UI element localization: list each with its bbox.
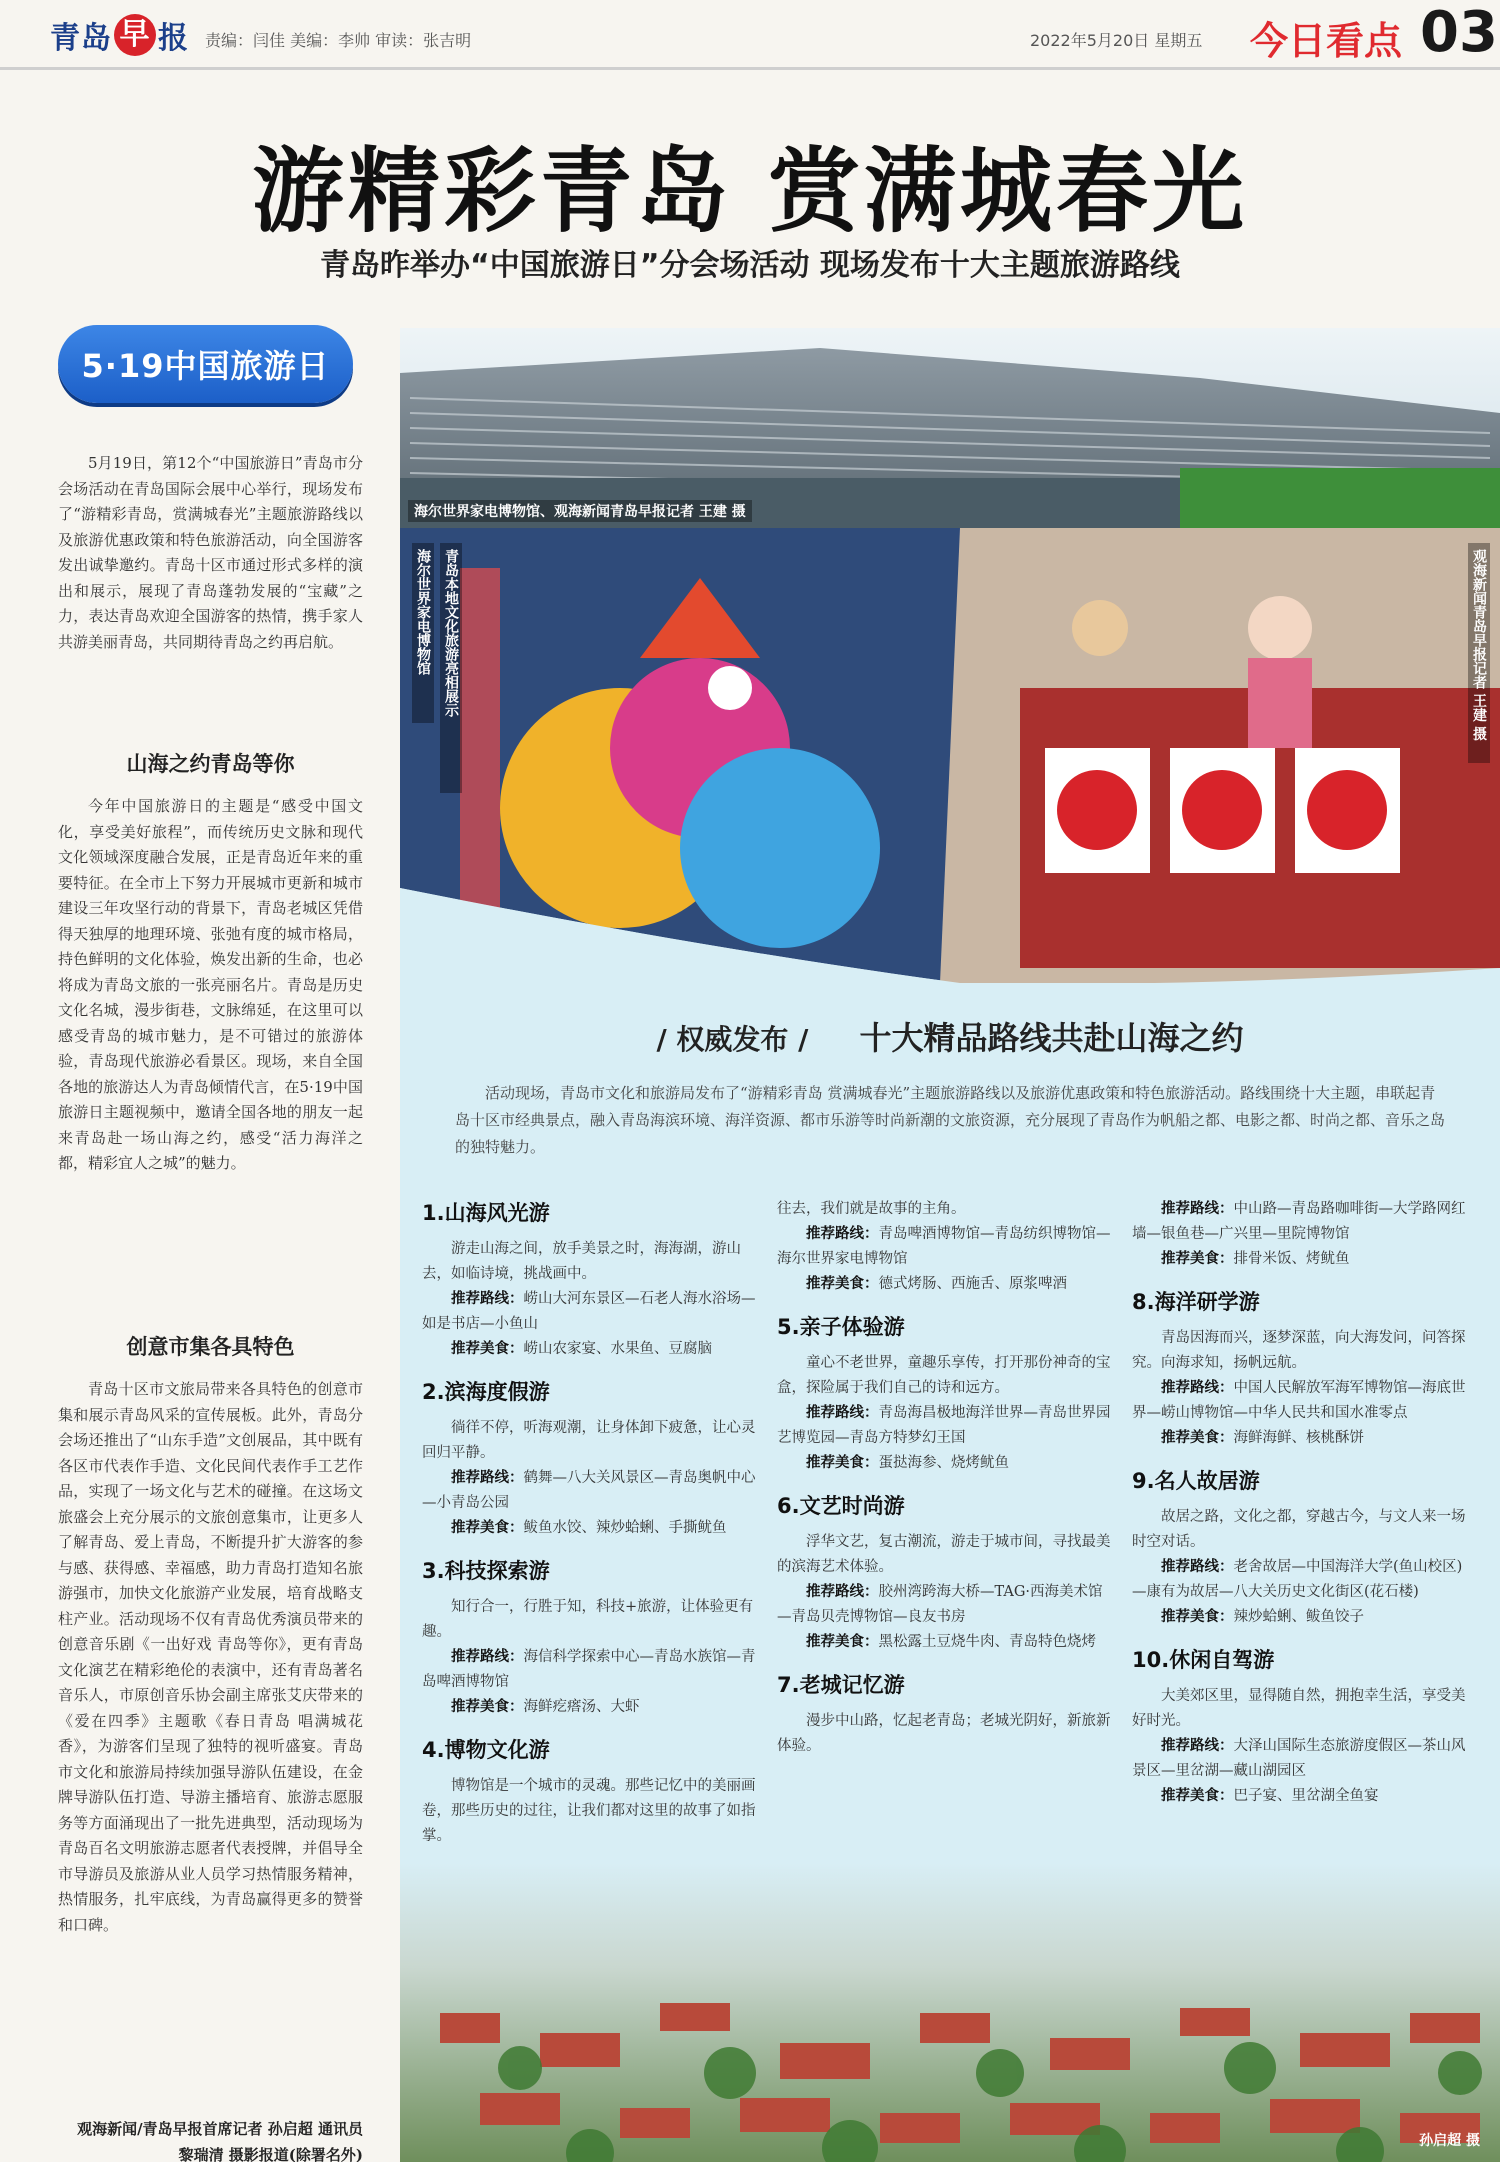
page-number: 03 xyxy=(1420,0,1498,65)
subheading-creative-market: 创意市集各具特色 xyxy=(126,1335,295,1359)
routes-column-3 xyxy=(1132,1183,1472,1809)
publication-date: 2022年5月20日 星期五 xyxy=(1030,31,1203,50)
photo-collage-illustration xyxy=(400,328,1500,983)
editor-credits: 责编：闫佳 美编：李帅 审读：张吉明 xyxy=(205,31,472,50)
route-label: 推荐路线： xyxy=(1161,1380,1234,1396)
route-label: 推荐路线： xyxy=(451,1649,524,1665)
section-intro: 活动现场，青岛市文化和旅游局发布了“游精彩青岛 赏满城春光”主题旅游路线以及旅游优惠政策和特色旅游活动。路线围绕十大主题，串联起青岛十区市经典景点，融入青岛海滨环境、海洋资源、都市乐游等时尚新潮的文旅资源，充分展现了青岛作为帆船之都、电影之都、时尚之都、音乐之岛的独特魅力。 xyxy=(455,1084,1446,1156)
section-title-text: 十大精品路线共赴山海之约 xyxy=(859,1019,1244,1057)
route-1 xyxy=(422,1197,762,1362)
route-10 xyxy=(1132,1644,1472,1809)
route-desc: 浮华文艺，复古潮流，游走于城市间，寻找最美的滨海艺术体验。 xyxy=(777,1534,1111,1575)
section-name: 今日看点 xyxy=(1250,19,1403,63)
route-desc: 博物馆是一个城市的灵魂。那些记忆中的美丽画卷，那些历史的过往，让我们都对这里的故事了如指掌。 xyxy=(422,1778,756,1844)
left-column xyxy=(58,325,363,2162)
photo-caption-4: 观海新闻青岛早报记者 王建 摄 xyxy=(1468,543,1490,763)
route-food: 德式烤肠、西施舌、原浆啤酒 xyxy=(878,1276,1067,1292)
route-food: 巴子宴、里岔湖全鱼宴 xyxy=(1233,1788,1379,1804)
route-title: 3.科技探索游 xyxy=(422,1559,550,1583)
route-title: 6.文艺时尚游 xyxy=(777,1494,905,1518)
photo-caption-1: 海尔世界家电博物馆、观海新闻青岛早报记者 王建 摄 xyxy=(408,500,752,522)
main-panel xyxy=(400,328,1500,2162)
route-food: 辣炒蛤蜊、鲅鱼饺子 xyxy=(1233,1609,1364,1625)
route-food: 鲅鱼水饺、辣炒蛤蜊、手撕鱿鱼 xyxy=(523,1520,727,1536)
route-path: 青岛海昌极地海洋世界—青岛世界园艺博览园—青岛方特梦幻王国 xyxy=(777,1405,1111,1446)
headline: 游精彩青岛 赏满城春光 xyxy=(251,137,1249,245)
route-title: 10.休闲自驾游 xyxy=(1132,1648,1275,1672)
route-title: 8.海洋研学游 xyxy=(1132,1290,1260,1314)
route-path: 中国人民解放军海军博物馆—海底世界—崂山博物馆—中华人民共和国水准零点 xyxy=(1132,1380,1466,1421)
route-path: 海信科学探索中心—青岛水族馆—青岛啤酒博物馆 xyxy=(422,1649,756,1690)
section-title xyxy=(400,1013,1500,1059)
route-desc: 大美郊区里，显得随自然，拥抱幸生活，享受美好时光。 xyxy=(1132,1688,1466,1729)
route-title: 9.名人故居游 xyxy=(1132,1469,1260,1493)
route-path: 鹤舞—八大关风景区—青岛奥帆中心—小青岛公园 xyxy=(422,1470,756,1511)
route-label: 推荐路线： xyxy=(1161,1201,1234,1217)
photo-caption-2: 海尔世界家电博物馆 xyxy=(412,543,434,723)
route-label: 推荐路线： xyxy=(451,1470,524,1486)
route-food: 海鲜疙瘩汤、大虾 xyxy=(523,1699,640,1715)
route-7-continued xyxy=(1132,1197,1472,1272)
body-paragraph-2: 今年中国旅游日的主题是“感受中国文化，享受美好旅程”，而传统历史文脉和现代文化领域深度融合发展，正是青岛近年来的重要特征。在全市上下努力开展城市更新和城市建设三年攻坚行动的背景下，青岛老城区凭借得天独厚的地理环境、张弛有度的城市格局，持色鲜明的文化体验，焕发出新的生命，也必将成为青岛文旅的一张亮丽名片。青岛是历史文化名城，漫步街巷，文脉绵延，在这里可以感受青岛的城市魅力，是不可错过的旅游体验，青岛现代旅游必看景区。现场，来自全国各地的旅游达人为青岛倾情代言，在5·19中国旅游日主题视频中，邀请全国各地的朋友一起来青岛赴一场山海之约，感受“活力海洋之都，精彩宜人之城”的魅力。 xyxy=(58,797,363,1172)
route-path: 胶州湾跨海大桥—TAG·西海美术馆—青岛贝壳博物馆—良友书房 xyxy=(777,1584,1103,1625)
food-label: 推荐美食： xyxy=(806,1276,879,1292)
routes-column-1 xyxy=(422,1183,762,1849)
route-title: 2.滨海度假游 xyxy=(422,1380,550,1404)
route-food: 蛋挞海参、烧烤鱿鱼 xyxy=(878,1455,1009,1471)
route-desc: 往去，我们就是故事的主角。 xyxy=(777,1201,966,1217)
route-8 xyxy=(1132,1286,1472,1451)
route-desc: 故居之路，文化之都，穿越古今，与文人来一场时空对话。 xyxy=(1132,1509,1466,1550)
route-title: 4.博物文化游 xyxy=(422,1738,550,1762)
subheading-mountain-sea: 山海之约青岛等你 xyxy=(126,752,295,776)
route-desc: 游走山海之间，放手美景之时，海海湖，游山去，如临诗境，挑战画中。 xyxy=(422,1241,741,1282)
food-label: 推荐美食： xyxy=(1161,1251,1234,1267)
route-desc: 漫步中山路，忆起老青岛；老城光阴好，新旅新体验。 xyxy=(777,1713,1111,1754)
route-food: 崂山农家宴、水果鱼、豆腐脑 xyxy=(523,1341,712,1357)
route-3 xyxy=(422,1555,762,1720)
photo-credit: 孙启超 摄 xyxy=(1419,2133,1480,2149)
food-label: 推荐美食： xyxy=(451,1341,524,1357)
route-path: 大泽山国际生态旅游度假区—茶山风景区—里岔湖—藏山湖园区 xyxy=(1132,1738,1466,1779)
route-label: 推荐路线： xyxy=(806,1584,879,1600)
photo-caption-3: 青岛本地文化旅游亮相展示 xyxy=(440,543,462,793)
food-label: 推荐美食： xyxy=(1161,1609,1234,1625)
route-desc: 童心不老世界，童趣乐享传，打开那份神奇的宝盒，探险属于我们自己的诗和远方。 xyxy=(777,1355,1111,1396)
route-title: 5.亲子体验游 xyxy=(777,1315,905,1339)
route-desc: 徜徉不停，听海观潮，让身体卸下疲惫，让心灵回归平静。 xyxy=(422,1420,756,1461)
route-path: 中山路—青岛路咖啡街—大学路网红墙—银鱼巷—广兴里—里院博物馆 xyxy=(1132,1201,1466,1242)
route-6 xyxy=(777,1490,1117,1655)
city-aerial-illustration xyxy=(400,1863,1500,2162)
route-9 xyxy=(1132,1465,1472,1630)
route-7 xyxy=(777,1669,1117,1759)
newspaper-logo xyxy=(50,10,189,60)
route-desc: 知行合一，行胜于知，科技+旅游，让体验更有趣。 xyxy=(422,1599,754,1640)
route-5 xyxy=(777,1311,1117,1476)
route-4-continued xyxy=(777,1197,1117,1297)
route-path: 老舍故居—中国海洋大学(鱼山校区)—康有为故居—八大关历史文化街区(花石楼) xyxy=(1132,1559,1463,1600)
intro-paragraph: 5月19日，第12个“中国旅游日”青岛市分会场活动在青岛国际会展中心举行，现场发布了“游精彩青岛，赏满城春光”主题旅游路线以及旅游优惠政策和特色旅游活动，向全国游客发出诚挚邀约。青岛十区市通过形式多样的演出和展示，展现了青岛蓬勃发展的“宝藏”之力，表达青岛欢迎全国游客的热情，携手家人共游美丽青岛，共同期待青岛之约再启航。 xyxy=(58,454,363,651)
route-path: 青岛啤酒博物馆—青岛纺织博物馆—海尔世界家电博物馆 xyxy=(777,1226,1111,1267)
route-food: 排骨米饭、烤鱿鱼 xyxy=(1233,1251,1350,1267)
masthead xyxy=(0,0,1500,70)
reporter-credit: 观海新闻/青岛早报首席记者 孙启超 通讯员 黎瑞清 摄影报道(除署名外) xyxy=(77,2120,363,2162)
body-paragraph-3: 青岛十区市文旅局带来各具特色的创意市集和展示青岛风采的宣传展板。此外，青岛分会场还推出了“山东手造”文创展品，其中既有各区市代表作手造、文化民间代表作手工艺作品，实现了一场文化与艺术的碰撞。在这场文旅盛会上充分展示的文旅创意集市，让更多人了解青岛、爱上青岛，不断提升扩大游客的参与感、获得感、幸福感，助力青岛打造知名旅游强市，加快文化旅游产业发展，培育战略支柱产业。活动现场不仅有青岛优秀演员带来的创意音乐剧《一出好戏 青岛等你》，更有青岛文化演艺在精彩绝伦的表演中，还有青岛著名音乐人，市原创音乐协会副主席张艾庆带来的《爱在四季》主题歌《春日青岛 唱满城花香》，为游客们呈现了独特的视听盛宴。青岛市文化和旅游局持续加强导游队伍建设，在金牌导游队伍打造、导游主播培育、旅游志愿服务等方面涌现出了一批先进典型，活动现场为青岛百名文明旅游志愿者代表授牌，并倡导全市导游员及旅游从业人员学习热情服务精神，热情服务，扎牢底线，为青岛赢得更多的赞誉和口碑。 xyxy=(58,1380,363,1934)
city-aerial-photo xyxy=(400,1863,1500,2162)
route-label: 推荐路线： xyxy=(806,1226,879,1242)
route-title: 7.老城记忆游 xyxy=(777,1673,905,1697)
logo-text-a: 青岛 xyxy=(50,21,112,56)
route-label: 推荐路线： xyxy=(1161,1738,1234,1754)
route-label: 推荐路线： xyxy=(806,1405,879,1421)
route-4 xyxy=(422,1734,762,1849)
route-food: 黑松露土豆烧牛肉、青岛特色烧烤 xyxy=(878,1634,1096,1650)
food-label: 推荐美食： xyxy=(451,1699,524,1715)
route-title: 1.山海风光游 xyxy=(422,1201,550,1225)
route-desc: 青岛因海而兴，逐梦深蓝，向大海发问，问答探究。向海求知，扬帆远航。 xyxy=(1132,1330,1466,1371)
tourism-day-badge: 5·19中国旅游日 xyxy=(58,325,353,403)
food-label: 推荐美食： xyxy=(806,1634,879,1650)
food-label: 推荐美食： xyxy=(806,1455,879,1471)
section-tag: / 权威发布 / xyxy=(656,1023,809,1056)
route-label: 推荐路线： xyxy=(451,1291,524,1307)
logo-text-c: 报 xyxy=(158,21,189,56)
subheadline: 青岛昨举办“中国旅游日”分会场活动 现场发布十大主题旅游路线 xyxy=(320,248,1180,283)
food-label: 推荐美食： xyxy=(451,1520,524,1536)
food-label: 推荐美食： xyxy=(1161,1788,1234,1804)
route-path: 崂山大河东景区—石老人海水浴场—如是书店—小鱼山 xyxy=(422,1291,756,1332)
logo-seal: 早 xyxy=(114,14,156,56)
route-label: 推荐路线： xyxy=(1161,1559,1234,1575)
routes-column-2 xyxy=(777,1183,1117,1759)
route-food: 海鲜海鲜、核桃酥饼 xyxy=(1233,1430,1364,1446)
photo-collage xyxy=(400,328,1500,983)
route-2 xyxy=(422,1376,762,1541)
food-label: 推荐美食： xyxy=(1161,1430,1234,1446)
